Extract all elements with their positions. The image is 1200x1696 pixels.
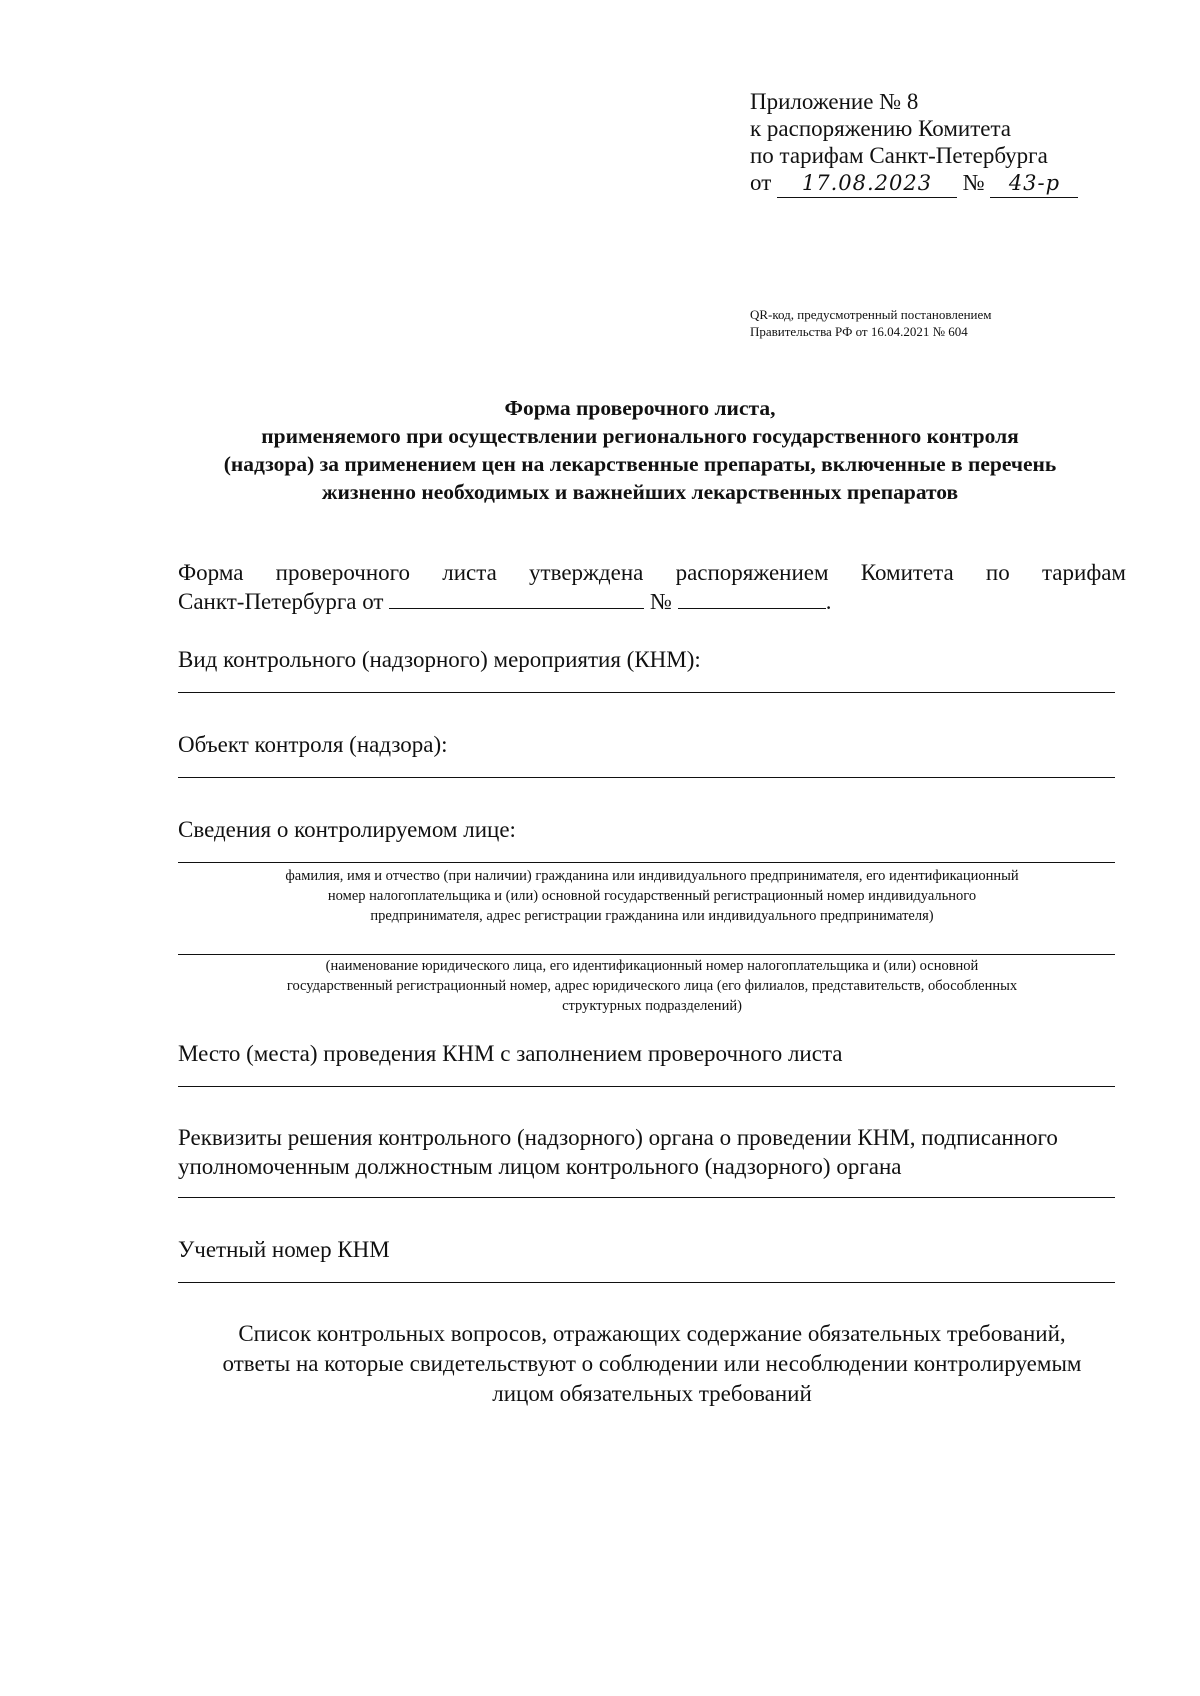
questions-title-line-3: лицом обязательных требований bbox=[492, 1381, 812, 1406]
approval-line-1: Форма проверочного листа утверждена распоряжением Комитета по тарифам bbox=[178, 560, 1126, 585]
decision-line-2: уполномоченным должностным лицом контрольного (надзорного) органа bbox=[178, 1154, 902, 1179]
person-caption-line-2: номер налогоплательщика и (или) основной государственный регистрационный номер индивидуального bbox=[327, 888, 977, 904]
person-label: Сведения о контролируемом лице: bbox=[178, 817, 516, 842]
title-line-4: жизненно необходимых и важнейших лекарственных препаратов bbox=[321, 480, 959, 504]
person-caption-line-3: предпринимателя, адрес регистрации гражданина или индивидуального предпринимателя) bbox=[370, 908, 934, 924]
person-field-line[interactable] bbox=[178, 862, 1115, 863]
decision-field-line[interactable] bbox=[178, 1197, 1115, 1198]
title-line-3: (надзора) за применением цен на лекарственные препараты, включенные в перечень bbox=[223, 452, 1057, 476]
legal-entity-caption bbox=[178, 956, 1126, 1016]
record-number-label: Учетный номер КНМ bbox=[178, 1237, 390, 1262]
appendix-from-label: от bbox=[750, 170, 772, 195]
approval-line-2 bbox=[178, 587, 1126, 616]
person-caption-line-1: фамилия, имя и отчество (при наличии) гражданина или индивидуального предпринимателя, его идентификационный bbox=[285, 868, 1019, 884]
approval-end: . bbox=[825, 589, 832, 614]
appendix-line-1: Приложение № 8 bbox=[750, 89, 919, 114]
approval-date-field[interactable] bbox=[389, 590, 644, 609]
title-line-2: применяемого при осуществлении регионального государственного контроля bbox=[261, 424, 1019, 448]
appendix-number-label: № bbox=[962, 170, 985, 195]
approval-number-field[interactable] bbox=[678, 590, 826, 609]
questions-list-title bbox=[178, 1319, 1126, 1409]
form-title bbox=[150, 394, 1130, 506]
questions-title-line-2: ответы на которые свидетельствуют о соблюдении или несоблюдении контролируемым bbox=[222, 1351, 1082, 1376]
object-label: Объект контроля (надзора): bbox=[178, 732, 448, 757]
approval-statement bbox=[178, 558, 1126, 616]
legal-entity-field-line[interactable] bbox=[178, 954, 1115, 955]
appendix-date-row bbox=[750, 169, 1078, 198]
approval-prefix: Санкт-Петербурга от bbox=[178, 589, 384, 614]
decision-line-1: Реквизиты решения контрольного (надзорного) органа о проведении КНМ, подписанного bbox=[178, 1125, 1058, 1150]
object-field-line[interactable] bbox=[178, 777, 1115, 778]
legal-caption-line-2: государственный регистрационный номер, адрес юридического лица (его филиалов, представительств, обособленных bbox=[286, 978, 1018, 994]
kind-field-line[interactable] bbox=[178, 692, 1115, 693]
place-field-line[interactable] bbox=[178, 1086, 1115, 1087]
appendix-date: 17.08.2023 bbox=[777, 170, 957, 198]
record-number-field-line[interactable] bbox=[178, 1282, 1115, 1283]
qr-note-line-1: QR-код, предусмотренный постановлением bbox=[750, 307, 992, 322]
appendix-line-3: по тарифам Санкт-Петербурга bbox=[750, 143, 1048, 168]
person-caption bbox=[178, 866, 1126, 926]
appendix-line-2: к распоряжению Комитета bbox=[750, 116, 1011, 141]
qr-note-line-2: Правительства РФ от 16.04.2021 № 604 bbox=[750, 324, 968, 339]
appendix-header bbox=[750, 88, 1078, 198]
title-line-1: Форма проверочного листа, bbox=[504, 396, 776, 420]
qr-code-note bbox=[750, 306, 992, 340]
kind-label: Вид контрольного (надзорного) мероприятия (КНМ): bbox=[178, 647, 701, 672]
legal-caption-line-3: структурных подразделений) bbox=[562, 998, 742, 1014]
legal-caption-line-1: (наименование юридического лица, его идентификационный номер налогоплательщика и (или) основной bbox=[325, 958, 979, 974]
appendix-number: 43-р bbox=[990, 170, 1078, 198]
place-label: Место (места) проведения КНМ с заполнением проверочного листа bbox=[178, 1041, 843, 1066]
approval-number-label: № bbox=[649, 589, 672, 614]
questions-title-line-1: Список контрольных вопросов, отражающих содержание обязательных требований, bbox=[238, 1321, 1066, 1346]
decision-label bbox=[178, 1123, 1126, 1181]
